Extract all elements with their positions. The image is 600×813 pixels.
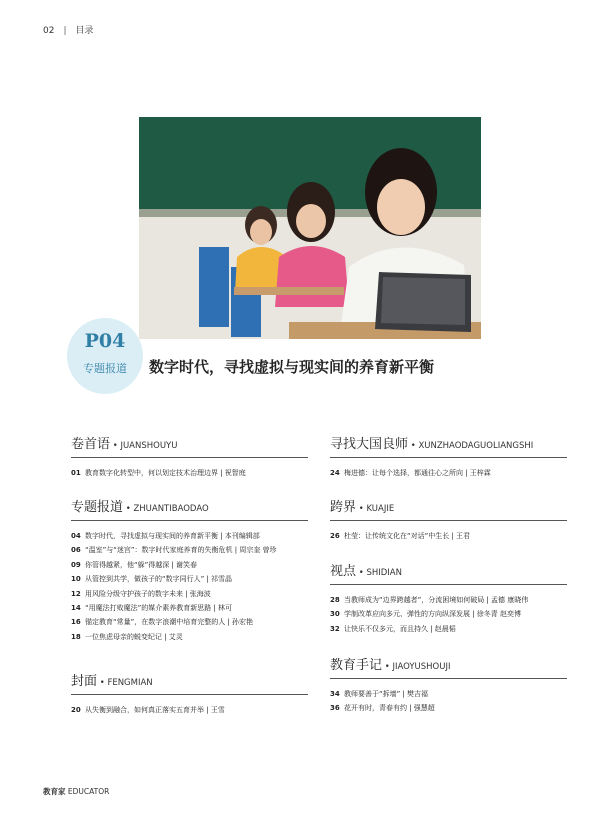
toc-entry[interactable]: 28 当教师成为“边界跨越者”，分流困境如何破局 | 孟德 康晓伟: [330, 596, 529, 604]
section-title: 视点 • SHIDIAN: [330, 560, 567, 585]
feature-label: 专题报道: [83, 362, 127, 375]
section-jiaoyushouji: [330, 654, 567, 716]
section-xunzhaodaguoliangshi: [330, 433, 567, 480]
toc-entry[interactable]: 16 锚定教育“常量”，在数字浪潮中培育完整的人 | 孙宏艳: [71, 618, 254, 627]
toc-entry[interactable]: 06 “温室”与“迷宫”：数字时代家庭养育的失衡危机 | 周宗奎 曾珍: [71, 546, 277, 555]
section-shidian: [330, 560, 567, 636]
section-fengmian: [71, 670, 308, 717]
toc-entry[interactable]: 20 从失衡到融合，如何真正落实五育并举 | 王雪: [71, 706, 225, 714]
section-title: 封面 • FENGMIAN: [71, 670, 308, 695]
toc-entry[interactable]: 18 一位焦虑母亲的蜕变纪记 | 艾灵: [71, 632, 183, 641]
section-title: 跨界 • KUAJIE: [330, 496, 567, 521]
toc-entry[interactable]: 12 用风险分级守护孩子的数字未来 | 张海波: [71, 589, 211, 598]
toc-entry[interactable]: 26 杜莹：让传统文化在“对话”中生长 | 王君: [330, 532, 471, 540]
toc-entry[interactable]: 01 教育数字化转型中，何以划定技术治理边界 | 祝智庭: [71, 469, 246, 477]
toc-entry[interactable]: 32 让快乐不仅多元，而且持久 | 赵晨韬: [330, 624, 456, 633]
section-title: 教育手记 • JIAOYUSHOUJI: [330, 654, 567, 679]
section-title: 专题报道 • ZHUANTIBAODAO: [71, 496, 308, 521]
feature-page-code: P04: [84, 330, 126, 352]
header-separator: |: [63, 26, 67, 36]
page-header: [43, 23, 94, 36]
section-title: 卷首语 • JUANSHOUYU: [71, 433, 308, 458]
feature-badge: [67, 318, 143, 394]
toc-entry[interactable]: 34 教师要善于“拆墙” | 樊吉福: [330, 690, 429, 698]
page-number: 02: [43, 26, 55, 36]
toc-entry[interactable]: 14 “用魔法打败魔法”的媒介素养教育新思路 | 林可: [71, 604, 233, 613]
feature-headline: 数字时代，寻找虚拟与现实间的养育新平衡: [149, 358, 435, 376]
toc-entry[interactable]: 09 你管得越紧，他“躲”得越深 | 谢笑春: [71, 560, 198, 569]
page-footer: [43, 786, 109, 797]
header-section-title: 目录: [75, 26, 94, 36]
section-title: 寻找大国良师 • XUNZHAODAGUOLIANGSHI: [330, 433, 567, 458]
toc-entry[interactable]: 30 学制改革应向多元、弹性的方向纵深发展 | 徐冬青 赵奕博: [330, 610, 522, 619]
cover-photo: [139, 117, 481, 339]
section-zhuantibaodao: [71, 496, 308, 644]
footer-brand: 教育家: [43, 787, 66, 796]
toc-entry[interactable]: 36 花开有时，青春有约 | 强慧超: [330, 704, 435, 713]
toc-entry[interactable]: 10 从管控到共学，做孩子的“数字同行人” | 祁雪晶: [71, 575, 233, 584]
toc-entry[interactable]: 24 梅进德：让每个选择，都通往心之所向 | 王梓霖: [330, 469, 491, 477]
toc-entry[interactable]: 04 数字时代，寻找虚拟与现实间的养育新平衡 | 本刊编辑部: [71, 532, 260, 540]
section-kuajie: [330, 496, 567, 543]
footer-brand-en: EDUCATOR: [67, 787, 110, 796]
section-juanshouyu: [71, 433, 308, 480]
